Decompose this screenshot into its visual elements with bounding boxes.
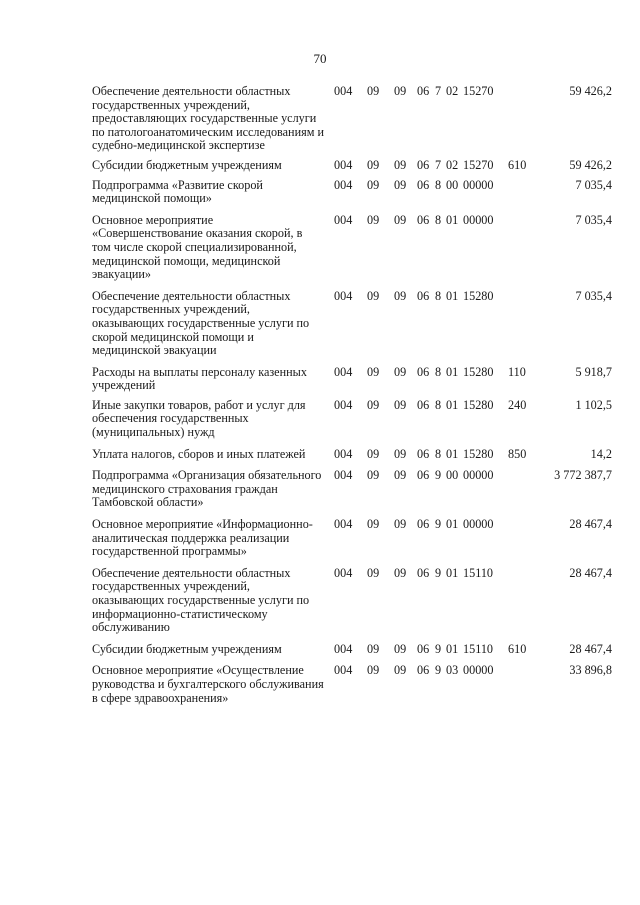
expense-direction-code: 15110 xyxy=(463,565,494,580)
table-row xyxy=(92,366,612,393)
subprogram-code: 8 xyxy=(435,212,442,227)
subprogram-code: 7 xyxy=(435,157,442,172)
main-activity-code: 02 xyxy=(446,157,459,172)
expense-direction-code: 15270 xyxy=(463,84,494,98)
expense-direction-code: 00000 xyxy=(463,212,494,227)
department-code: 004 xyxy=(334,364,353,379)
table-row xyxy=(92,214,612,282)
amount: 59 426,2 xyxy=(569,84,612,98)
program-code: 06 xyxy=(417,446,430,461)
main-activity-code: 00 xyxy=(446,177,459,192)
program-code: 06 xyxy=(417,468,430,483)
table-row xyxy=(92,399,612,440)
subsection-code: 09 xyxy=(394,177,407,192)
expense-name: Основное мероприятие «Информационно-аналитическая поддержка реализации государственной программы» xyxy=(92,517,313,559)
section-code: 09 xyxy=(367,212,380,227)
expense-name: Уплата налогов, сборов и иных платежей xyxy=(92,446,306,461)
program-code: 06 xyxy=(417,212,430,227)
main-activity-code: 01 xyxy=(446,446,459,461)
table-row xyxy=(92,518,612,559)
main-activity-code: 02 xyxy=(446,84,459,98)
subsection-code: 09 xyxy=(394,663,407,678)
expense-direction-code: 15280 xyxy=(463,446,494,461)
section-code: 09 xyxy=(367,177,380,192)
expense-name: Субсидии бюджетным учреждениям xyxy=(92,641,282,656)
main-activity-code: 01 xyxy=(446,212,459,227)
expense-direction-code: 15110 xyxy=(463,641,494,656)
amount: 7 035,4 xyxy=(575,212,612,227)
subsection-code: 09 xyxy=(394,397,407,412)
subsection-code: 09 xyxy=(394,446,407,461)
section-code: 09 xyxy=(367,641,380,656)
expense-type-code: 240 xyxy=(508,397,527,412)
department-code: 004 xyxy=(334,517,353,532)
department-code: 004 xyxy=(334,397,353,412)
amount: 5 918,7 xyxy=(575,364,612,379)
expense-type-code: 850 xyxy=(508,446,527,461)
expense-type-code: 110 xyxy=(508,364,526,379)
expense-direction-code: 15280 xyxy=(463,288,494,303)
table-row xyxy=(92,448,612,462)
subsection-code: 09 xyxy=(394,288,407,303)
program-code: 06 xyxy=(417,177,430,192)
subprogram-code: 8 xyxy=(435,397,442,412)
program-code: 06 xyxy=(417,364,430,379)
expense-type-code: 610 xyxy=(508,641,527,656)
amount: 28 467,4 xyxy=(569,517,612,532)
main-activity-code: 03 xyxy=(446,663,459,678)
subsection-code: 09 xyxy=(394,84,407,98)
department-code: 004 xyxy=(334,663,353,678)
expense-name: Расходы на выплаты персоналу казенных учреждений xyxy=(92,364,307,393)
expense-direction-code: 00000 xyxy=(463,177,494,192)
amount: 28 467,4 xyxy=(569,565,612,580)
subprogram-code: 8 xyxy=(435,177,442,192)
expense-name: Иные закупки товаров, работ и услуг для обеспечения государственных (муниципальных) нужд xyxy=(92,397,306,440)
table-row xyxy=(92,159,612,173)
section-code: 09 xyxy=(367,517,380,532)
subprogram-code: 8 xyxy=(435,364,442,379)
department-code: 004 xyxy=(334,565,353,580)
main-activity-code: 01 xyxy=(446,565,459,580)
subsection-code: 09 xyxy=(394,157,407,172)
amount: 7 035,4 xyxy=(575,288,612,303)
subprogram-code: 9 xyxy=(435,663,442,678)
expense-direction-code: 00000 xyxy=(463,517,494,532)
subsection-code: 09 xyxy=(394,517,407,532)
program-code: 06 xyxy=(417,84,430,98)
main-activity-code: 01 xyxy=(446,641,459,656)
table-row xyxy=(92,469,612,510)
subprogram-code: 7 xyxy=(435,84,442,98)
department-code: 004 xyxy=(334,288,353,303)
expense-name: Подпрограмма «Развитие скорой медицинской помощи» xyxy=(92,177,263,206)
subsection-code: 09 xyxy=(394,212,407,227)
program-code: 06 xyxy=(417,157,430,172)
section-code: 09 xyxy=(367,288,380,303)
amount: 14,2 xyxy=(590,446,612,461)
department-code: 004 xyxy=(334,212,353,227)
subprogram-code: 8 xyxy=(435,446,442,461)
section-code: 09 xyxy=(367,84,380,98)
subsection-code: 09 xyxy=(394,565,407,580)
program-code: 06 xyxy=(417,565,430,580)
section-code: 09 xyxy=(367,446,380,461)
program-code: 06 xyxy=(417,288,430,303)
subsection-code: 09 xyxy=(394,468,407,483)
amount: 59 426,2 xyxy=(569,157,612,172)
department-code: 004 xyxy=(334,446,353,461)
section-code: 09 xyxy=(367,397,380,412)
expense-name: Обеспечение деятельности областных государственных учреждений, оказывающих государственные услуги по скорой медицинской помощи и медицинской эвакуации xyxy=(92,288,310,358)
amount: 28 467,4 xyxy=(569,641,612,656)
main-activity-code: 00 xyxy=(446,468,459,483)
expense-name: Субсидии бюджетным учреждениям xyxy=(92,157,282,172)
table-row xyxy=(92,567,612,635)
department-code: 004 xyxy=(334,157,353,172)
program-code: 06 xyxy=(417,641,430,656)
section-code: 09 xyxy=(367,364,380,379)
expense-direction-code: 15280 xyxy=(463,364,494,379)
subsection-code: 09 xyxy=(394,364,407,379)
program-code: 06 xyxy=(417,397,430,412)
subprogram-code: 9 xyxy=(435,468,442,483)
department-code: 004 xyxy=(334,84,353,98)
table-row xyxy=(92,179,612,206)
table-row xyxy=(92,664,612,705)
expense-name: Подпрограмма «Организация обязательного медицинского страхования граждан Тамбовской области» xyxy=(92,468,322,510)
amount: 33 896,8 xyxy=(569,663,612,678)
subprogram-code: 8 xyxy=(435,288,442,303)
section-code: 09 xyxy=(367,565,380,580)
main-activity-code: 01 xyxy=(446,397,459,412)
department-code: 004 xyxy=(334,177,353,192)
page-number: 70 xyxy=(313,51,327,66)
expense-direction-code: 15270 xyxy=(463,157,494,172)
main-activity-code: 01 xyxy=(446,288,459,303)
subprogram-code: 9 xyxy=(435,517,442,532)
department-code: 004 xyxy=(334,468,353,483)
expense-name: Обеспечение деятельности областных государственных учреждений, оказывающих государственные услуги по информационно-статистическому обслуживанию xyxy=(92,565,310,635)
expense-name: Основное мероприятие «Совершенствование оказания скорой, в том числе скорой специализированной, медицинской помощи, медицинской эвакуации» xyxy=(92,212,303,282)
expense-name: Основное мероприятие «Осуществление руководства и бухгалтерского обслуживания в сфере здравоохранения» xyxy=(92,663,324,705)
expense-direction-code: 00000 xyxy=(463,663,494,678)
table-row xyxy=(92,643,612,657)
amount: 1 102,5 xyxy=(575,397,612,412)
section-code: 09 xyxy=(367,468,380,483)
subprogram-code: 9 xyxy=(435,565,442,580)
program-code: 06 xyxy=(417,517,430,532)
table-row xyxy=(92,85,612,153)
expense-direction-code: 00000 xyxy=(463,468,494,483)
main-activity-code: 01 xyxy=(446,364,459,379)
main-activity-code: 01 xyxy=(446,517,459,532)
section-code: 09 xyxy=(367,157,380,172)
section-code: 09 xyxy=(367,663,380,678)
budget-table xyxy=(92,85,612,713)
table-row xyxy=(92,290,612,358)
expense-direction-code: 15280 xyxy=(463,397,494,412)
expense-type-code: 610 xyxy=(508,157,527,172)
program-code: 06 xyxy=(417,663,430,678)
amount: 3 772 387,7 xyxy=(554,468,612,483)
subprogram-code: 9 xyxy=(435,641,442,656)
amount: 7 035,4 xyxy=(575,177,612,192)
expense-name: Обеспечение деятельности областных государственных учреждений, предоставляющих государственные услуги по патологоанатомическим исследованиям и судебно-медицинской экспертизе xyxy=(92,84,324,153)
subsection-code: 09 xyxy=(394,641,407,656)
department-code: 004 xyxy=(334,641,353,656)
